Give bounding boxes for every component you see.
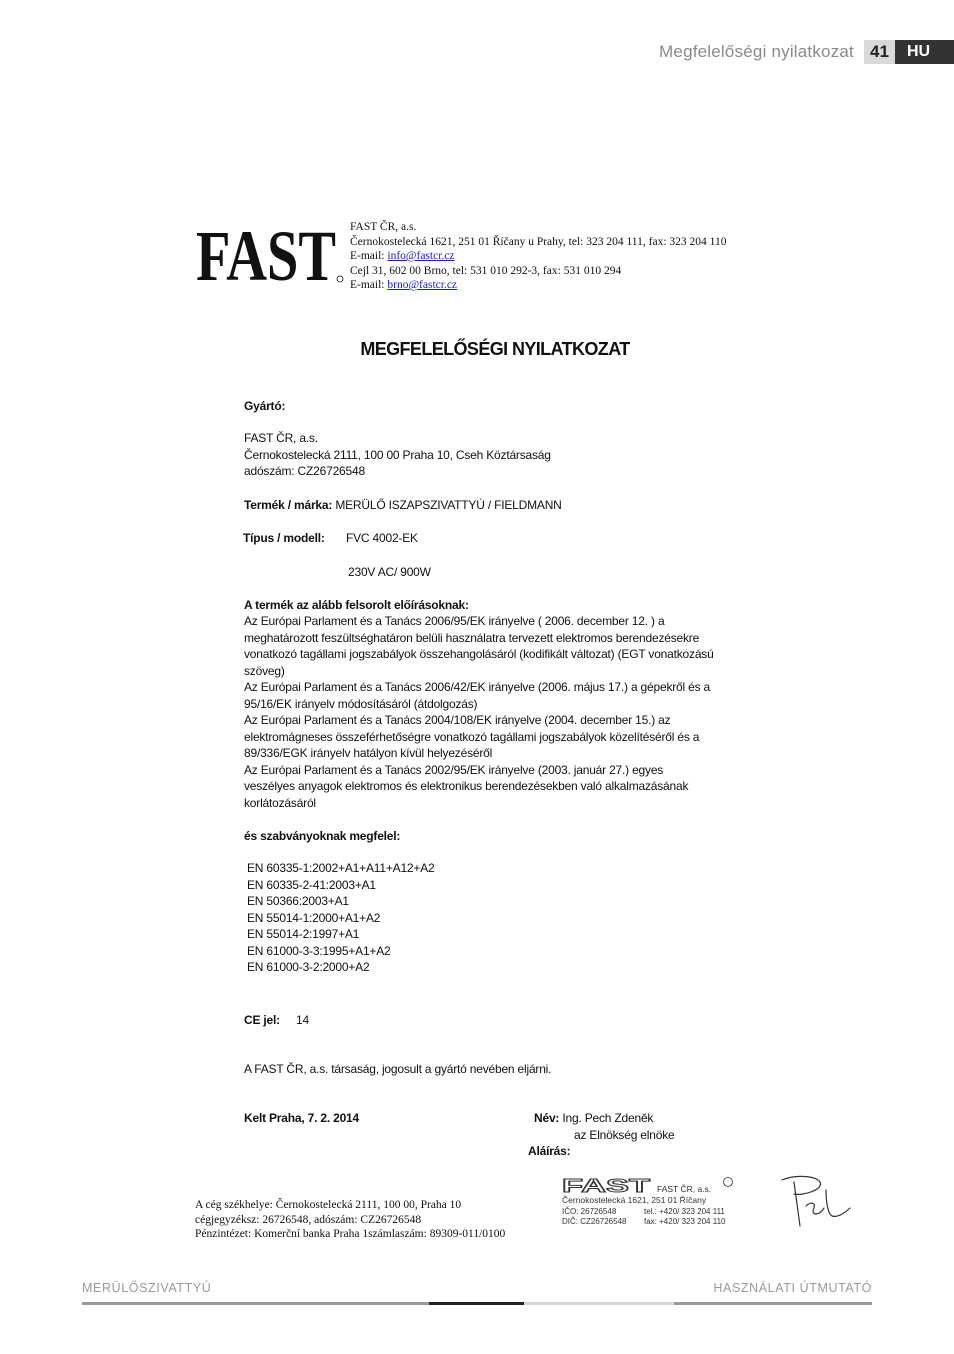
standard-item: EN 60335-2-41:2003+A1: [247, 877, 376, 892]
footer-bar-segment-light-2: [674, 1302, 872, 1305]
directive-line: Az Európai Parlament és a Tanács 2002/95/EK irányelve (2003. január 27.) egyes: [244, 762, 664, 777]
letterhead-email-link[interactable]: info@fastcr.cz: [387, 250, 455, 262]
manufacturer-address: Černokostelecká 2111, 100 00 Praha 10, Cseh Köztársaság: [244, 448, 551, 462]
signoff-name: Ing. Pech Zdeněk: [562, 1111, 654, 1125]
footer-manual-name: HASZNÁLATI ÚTMUTATÓ: [713, 1281, 872, 1295]
signoff-signature-label: Aláírás:: [528, 1144, 571, 1158]
model-value: FVC 4002-EK: [346, 531, 418, 545]
company-stamp: [562, 1176, 742, 1228]
standard-item: EN 61000-3-3:1995+A1+A2: [247, 943, 391, 958]
directive-line: Az Európai Parlament és a Tanács 2006/42/EK irányelve (2006. május 17.) a gépekről és a: [244, 680, 710, 694]
fast-logo-text: FAST: [196, 224, 336, 284]
footer-bar-segment-dark: [429, 1302, 524, 1305]
footer-company-line: cégjegyzéksz: 26726548, adószám: CZ26726548: [195, 1213, 422, 1226]
standard-item: EN 61000-3-2:2000+A2: [247, 960, 370, 974]
footer-company-line: Pénzintézet: Komerční banka Praha 1számlaszám: 89309-011/0100: [195, 1228, 506, 1240]
standards-label: és szabványoknak megfelel:: [244, 829, 401, 843]
footer-company-info: [195, 1198, 505, 1242]
product-label: Termék / márka:: [244, 498, 333, 512]
manufacturer-tax-id: adószám: CZ26726548: [244, 464, 365, 478]
stamp-dic: DIČ: CZ26726548: [562, 1217, 627, 1226]
standards-list: [247, 860, 434, 976]
directive-line: szöveg): [244, 663, 285, 678]
stamp-address: Černokostelecká 1621, 251 01 Říčany: [562, 1195, 707, 1205]
model-rating: 230V AC/ 900W: [348, 565, 431, 579]
signoff-name-label: Név:: [534, 1111, 560, 1125]
standard-item: EN 60335-1:2002+A1+A11+A12+A2: [247, 861, 435, 875]
standard-item: EN 55014-2:1997+A1: [247, 927, 360, 941]
stamp-company: FAST ČR, a.s.: [657, 1184, 712, 1194]
standard-item: EN 55014-1:2000+A1+A2: [247, 910, 381, 925]
document-title: MEGFELELŐSÉGI NYILATKOZAT: [360, 339, 630, 359]
standard-item: EN 50366:2003+A1: [247, 894, 349, 908]
stamp-emblem-icon: [724, 1178, 733, 1187]
signoff-date: Kelt Praha, 7. 2. 2014: [244, 1111, 360, 1125]
language-badge: HU: [895, 40, 954, 64]
stamp-logo-text: FAST: [562, 1176, 650, 1196]
letterhead-email2-row: [350, 278, 726, 293]
model-label: Típus / modell:: [243, 531, 325, 545]
letterhead-email2-label: E-mail:: [350, 279, 385, 291]
stamp-tel: tel.: +420/ 323 204 111: [644, 1207, 725, 1216]
directive-line: 95/16/EK irányelv módosításáról (átdolgozás): [244, 696, 478, 711]
directive-line: 89/336/EGK irányelv hatályon kívül helyezéséről: [244, 746, 493, 760]
signoff-name-row: [534, 1110, 653, 1127]
footer-bar-segment-pale: [524, 1302, 674, 1305]
fast-logo: [196, 224, 346, 284]
handwritten-signature: [776, 1172, 856, 1232]
directive-line: vonatkozó tagállami jogszabályok összehangolásáról (kodifikált változat) (EGT vonatkozású: [244, 647, 714, 661]
footer-bar-segment-light: [82, 1302, 429, 1305]
letterhead-email-row: [350, 249, 726, 264]
ce-value: 14: [296, 1013, 309, 1027]
manufacturer-label: Gyártó:: [244, 399, 286, 413]
letterhead-address: Černokostelecká 1621, 251 01 Říčany u Prahy, tel: 323 204 111, fax: 323 204 110: [350, 235, 727, 248]
letterhead-branch: Cejl 31, 602 00 Brno, tel: 531 010 292-3, fax: 531 010 294: [350, 264, 622, 277]
directive-line: veszélyes anyagok elektromos és elektronikus berendezésekben való alkalmazásának: [244, 779, 689, 793]
letterhead-company: FAST ČR, a.s.: [350, 221, 417, 233]
manufacturer-name: FAST ČR, a.s.: [244, 431, 318, 445]
header-section-title: Megfelelőségi nyilatkozat: [659, 42, 854, 61]
directive-line: Az Európai Parlament és a Tanács 2004/108/EK irányelve (2004. december 15.) az: [244, 713, 671, 727]
footer-product-name: MERÜLŐSZIVATTYÚ: [82, 1281, 212, 1295]
product-row: [244, 497, 562, 514]
directive-line: meghatározott feszültséghatáron belüli használatra tervezett elektromos berendezésekre: [244, 630, 700, 645]
letterhead-block: [350, 220, 726, 293]
product-value: MERÜLŐ ISZAPSZIVATTYÚ / FIELDMANN: [335, 498, 562, 512]
directive-line: elektromágneses összeférhetőségre vonatkozó tagállami jogszabályok közelítéséről és a: [244, 729, 700, 744]
directive-line: korlátozásáról: [244, 795, 316, 810]
signoff-position: az Elnökség elnöke: [574, 1128, 675, 1142]
letterhead-email2-link[interactable]: brno@fastcr.cz: [387, 279, 458, 291]
directives-list: [244, 613, 714, 811]
footer-company-line: A cég székhelye: Černokostelecká 2111, 100 00, Praha 10: [195, 1199, 462, 1211]
ce-label: CE jel:: [244, 1013, 280, 1027]
letterhead-email-label: E-mail:: [350, 250, 385, 262]
stamp-ico: IČO: 26726548: [562, 1207, 617, 1216]
directive-line: Az Európai Parlament és a Tanács 2006/95/EK irányelve ( 2006. december 12. ) a: [244, 614, 665, 628]
directives-label: A termék az alább felsorolt előírásoknak:: [244, 598, 469, 612]
stamp-fax: fax: +420/ 323 204 110: [644, 1217, 726, 1226]
page-number: 41: [864, 40, 895, 64]
authorization-statement: A FAST ČR, a.s. társaság, jogosult a gyártó nevében eljárni.: [244, 1062, 552, 1076]
